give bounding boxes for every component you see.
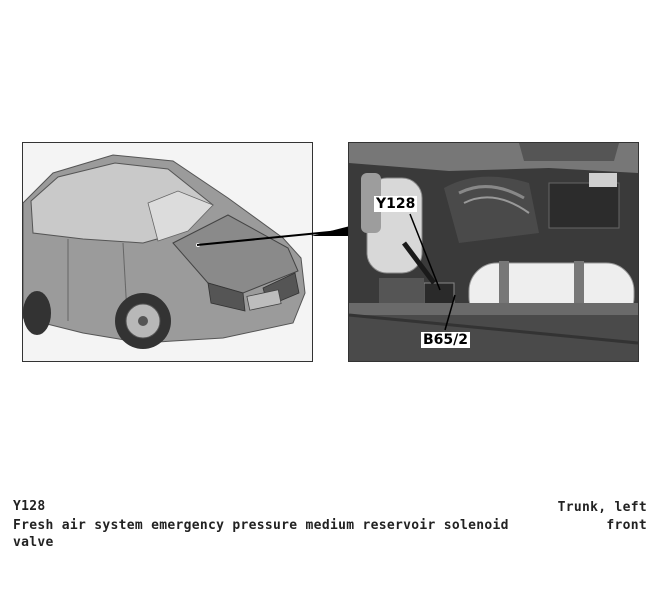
callout-b65-2: B65/2 bbox=[423, 332, 469, 348]
component-description: Fresh air system emergency pressure medium reservoir solenoid valve bbox=[13, 518, 509, 550]
callout-y128: Y128 bbox=[376, 196, 416, 212]
location-line-1: Trunk, left bbox=[557, 500, 647, 515]
component-code: Y128 bbox=[13, 499, 46, 514]
component-location bbox=[527, 499, 647, 535]
location-line-2: front bbox=[606, 518, 647, 533]
